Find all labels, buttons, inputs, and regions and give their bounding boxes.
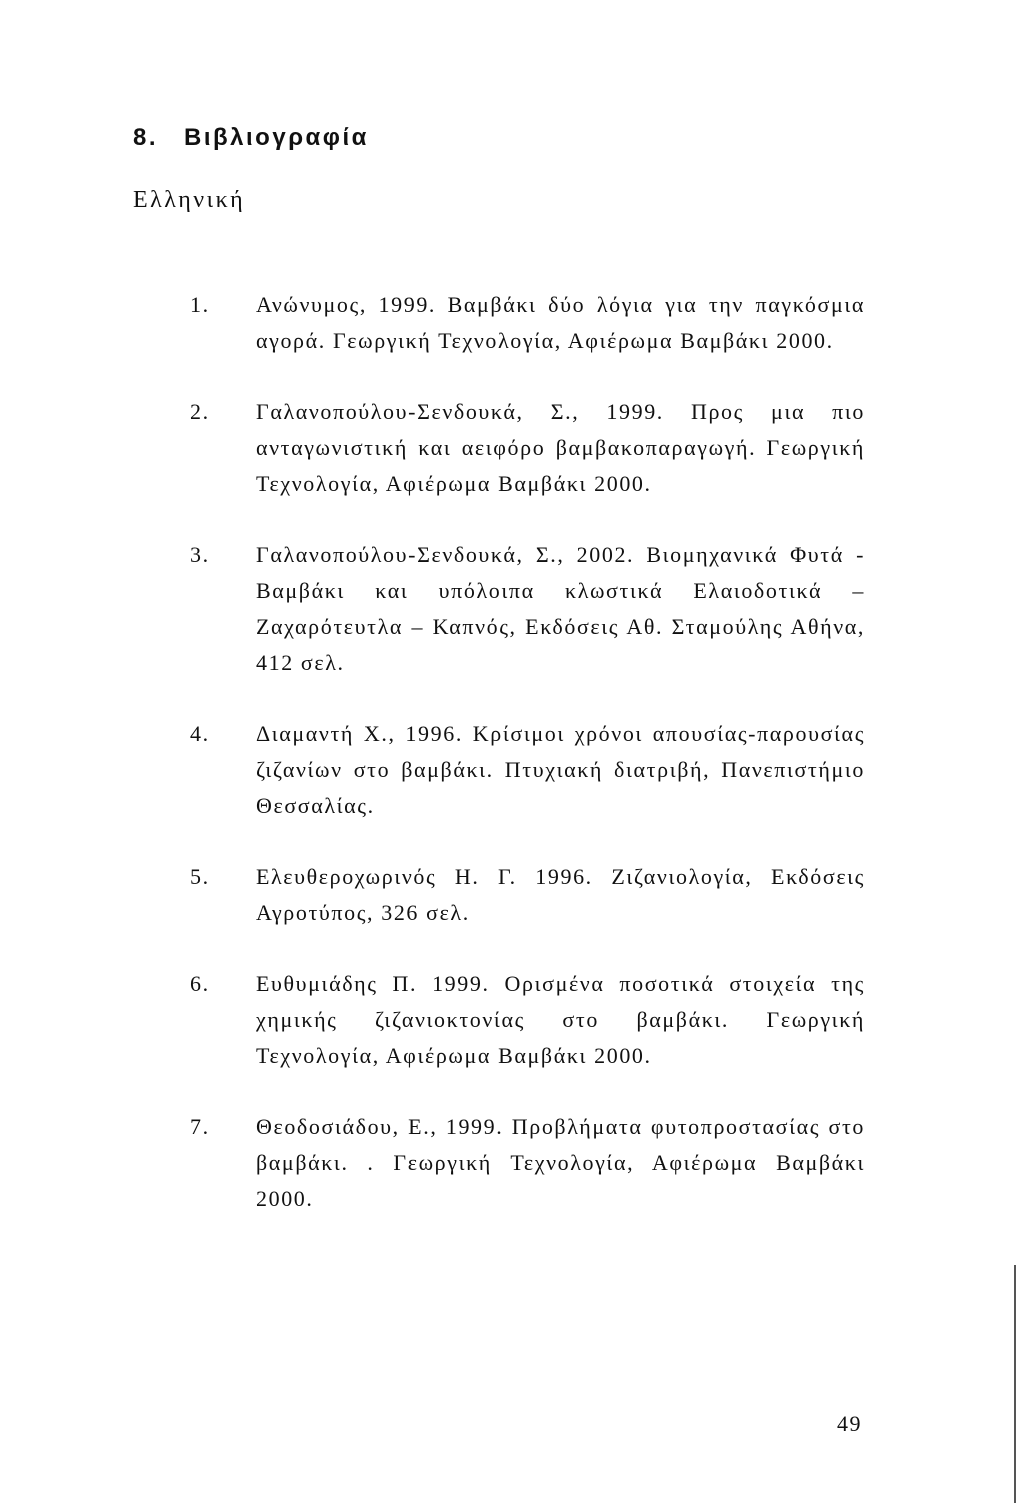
reference-text: Γαλανοπούλου-Σενδουκά, Σ., 1999. Προς μια πιο ανταγωνιστική και αειφόρο βαμβακοπαραγωγή. Γεωργική Τεχνολογία, Αφιέρωμα Βαμβάκι 2000. (256, 399, 865, 496)
section-title: Βιβλιογραφία (184, 124, 369, 151)
reference-item (190, 287, 865, 359)
reference-item (190, 716, 865, 824)
reference-item (190, 537, 865, 681)
reference-item (190, 1109, 865, 1217)
reference-number: 1. (190, 292, 210, 317)
reference-item (190, 966, 865, 1074)
reference-number: 4. (190, 721, 210, 746)
reference-text: Ανώνυμος, 1999. Βαμβάκι δύο λόγια για την παγκόσμια αγορά. Γεωργική Τεχνολογία, Αφιέρωμα Βαμβάκι 2000. (256, 292, 865, 353)
reference-number: 5. (190, 864, 210, 889)
subsection-heading: Ελληνική (133, 187, 246, 213)
reference-text: Γαλανοπούλου-Σενδουκά, Σ., 2002. Βιομηχανικά Φυτά - Βαμβάκι και υπόλοιπα κλωστικά Ελαιοδοτικά – Ζαχαρότευτλα – Καπνός, Εκδόσεις Αθ. Σταμούλης Αθήνα, 412 σελ. (256, 542, 865, 675)
reference-item (190, 394, 865, 502)
reference-number: 7. (190, 1114, 210, 1139)
page-number: 49 (837, 1411, 862, 1436)
reference-list (190, 287, 865, 1252)
reference-number: 6. (190, 971, 210, 996)
reference-text: Θεοδοσιάδου, Ε., 1999. Προβλήματα φυτοπροστασίας στο βαμβάκι. . Γεωργική Τεχνολογία, Αφιέρωμα Βαμβάκι 2000. (256, 1114, 865, 1211)
section-heading (133, 124, 369, 152)
reference-text: Ευθυμιάδης Π. 1999. Ορισμένα ποσοτικά στοιχεία της χημικής ζιζανιοκτονίας στο βαμβάκι. Γεωργική Τεχνολογία, Αφιέρωμα Βαμβάκι 2000. (256, 971, 865, 1068)
section-number: 8. (133, 124, 159, 151)
reference-number: 2. (190, 399, 210, 424)
reference-text: Ελευθεροχωρινός Η. Γ. 1996. Ζιζανιολογία, Εκδόσεις Αγροτύπος, 326 σελ. (256, 864, 865, 925)
reference-number: 3. (190, 542, 210, 567)
reference-item (190, 859, 865, 931)
scan-edge-line (1014, 1265, 1016, 1503)
reference-text: Διαμαντή Χ., 1996. Κρίσιμοι χρόνοι απουσίας-παρουσίας ζιζανίων στο βαμβάκι. Πτυχιακή διατριβή, Πανεπιστήμιο Θεσσαλίας. (256, 721, 865, 818)
